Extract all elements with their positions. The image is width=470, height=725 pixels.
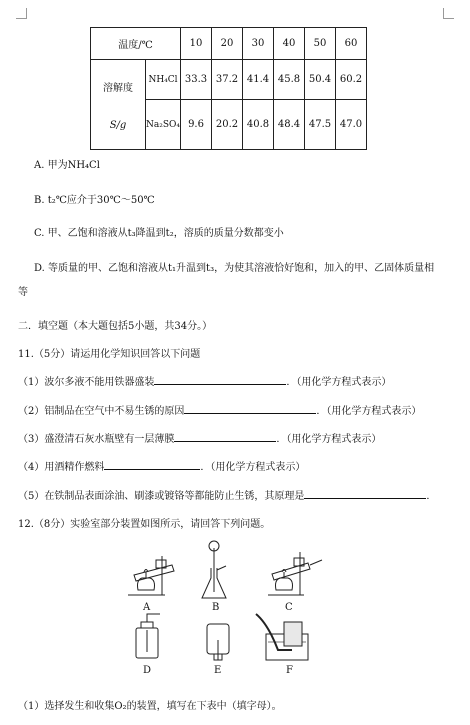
q11-item-text: （2）铝制品在空气中不易生锈的原因	[18, 406, 185, 417]
q11-item-text: （3）盛澄清石灰水瓶壁有一层薄膜	[18, 434, 175, 445]
q11-stem: 11.（5分）请运用化学知识回答以下问题	[18, 349, 201, 360]
option-c: C. 甲、乙饱和溶液从t₃降温到t₂，溶质的质量分数都变小	[34, 228, 284, 239]
q12-sub1: （1）选择发生和收集O₂的装置，填写在下表中（填字母）。	[18, 701, 282, 712]
table-cell: 40.8	[243, 100, 274, 150]
apparatus-label-a: A	[143, 602, 151, 613]
temperature-cell: 20	[212, 28, 243, 60]
temperature-cell: 60	[336, 28, 367, 60]
solubility-label: 溶解度	[103, 82, 133, 94]
substance-label: Na₂SO₄	[146, 100, 181, 150]
apparatus-d-illustration	[136, 614, 160, 658]
table-cell: 41.4	[243, 60, 274, 100]
table-cell: 33.3	[181, 60, 212, 100]
table-cell: 48.4	[274, 100, 305, 150]
q12-stem: 12.（8分）实验室部分装置如图所示，请回答下列问题。	[18, 519, 271, 530]
apparatus-e-illustration	[207, 624, 229, 660]
table-cell: 47.0	[336, 100, 367, 150]
table-cell: 37.2	[212, 60, 243, 100]
temperature-cell: 10	[181, 28, 212, 60]
apparatus-a-illustration	[128, 556, 174, 595]
table-cell: 45.8	[274, 60, 305, 100]
apparatus-b-illustration	[202, 541, 226, 598]
q11-item-tail: ．（用化学方程式表示）	[316, 406, 422, 417]
table-cell: 47.5	[305, 100, 336, 150]
q11-item-text: （4）用酒精作燃料	[18, 462, 105, 473]
apparatus-label-d: D	[143, 665, 152, 676]
unit-label: S/g	[109, 119, 127, 131]
q11-item-tail: ．（用化学方程式表示）	[286, 377, 392, 388]
table-cell: 9.6	[181, 100, 212, 150]
option-a: A. 甲为NH₄Cl	[34, 160, 100, 171]
temperature-header: 温度/℃	[91, 28, 181, 60]
apparatus-label-b: B	[212, 602, 220, 613]
apparatus-label-e: E	[214, 665, 222, 676]
apparatus-f-illustration	[256, 614, 308, 660]
table-cell: 50.4	[305, 60, 336, 100]
temperature-cell: 40	[274, 28, 305, 60]
q11-item-text: （5）在铁制品表面涂油、刷漆或镀铬等都能防止生锈，其原理是	[18, 491, 305, 502]
option-d-wrap: 等	[18, 287, 28, 298]
option-b: B. t₂℃应介于30℃～50℃	[34, 195, 155, 206]
substance-label: NH₄Cl	[146, 60, 181, 100]
temperature-cell: 30	[243, 28, 274, 60]
q11-item-tail: ．（用化学方程式表示）	[200, 462, 306, 473]
q11-item-tail: ．（用化学方程式表示）	[276, 434, 382, 445]
section-title: 二．填空题（本大题包括5小题，共34分。）	[18, 321, 213, 332]
q11-item-text: （1）波尔多液不能用铁器盛装	[18, 377, 155, 388]
table-cell: 60.2	[336, 60, 367, 100]
q11-item-tail: ．	[426, 491, 437, 502]
apparatus-label-f: F	[286, 665, 293, 676]
table-cell: 20.2	[212, 100, 243, 150]
apparatus-c-illustration	[268, 552, 322, 595]
apparatus-label-c: C	[285, 602, 293, 613]
temperature-cell: 50	[305, 28, 336, 60]
option-d: D. 等质量的甲、乙饱和溶液从t₁升温到t₃，为使其溶液恰好饱和，加入的甲、乙固体质量相	[34, 263, 435, 274]
